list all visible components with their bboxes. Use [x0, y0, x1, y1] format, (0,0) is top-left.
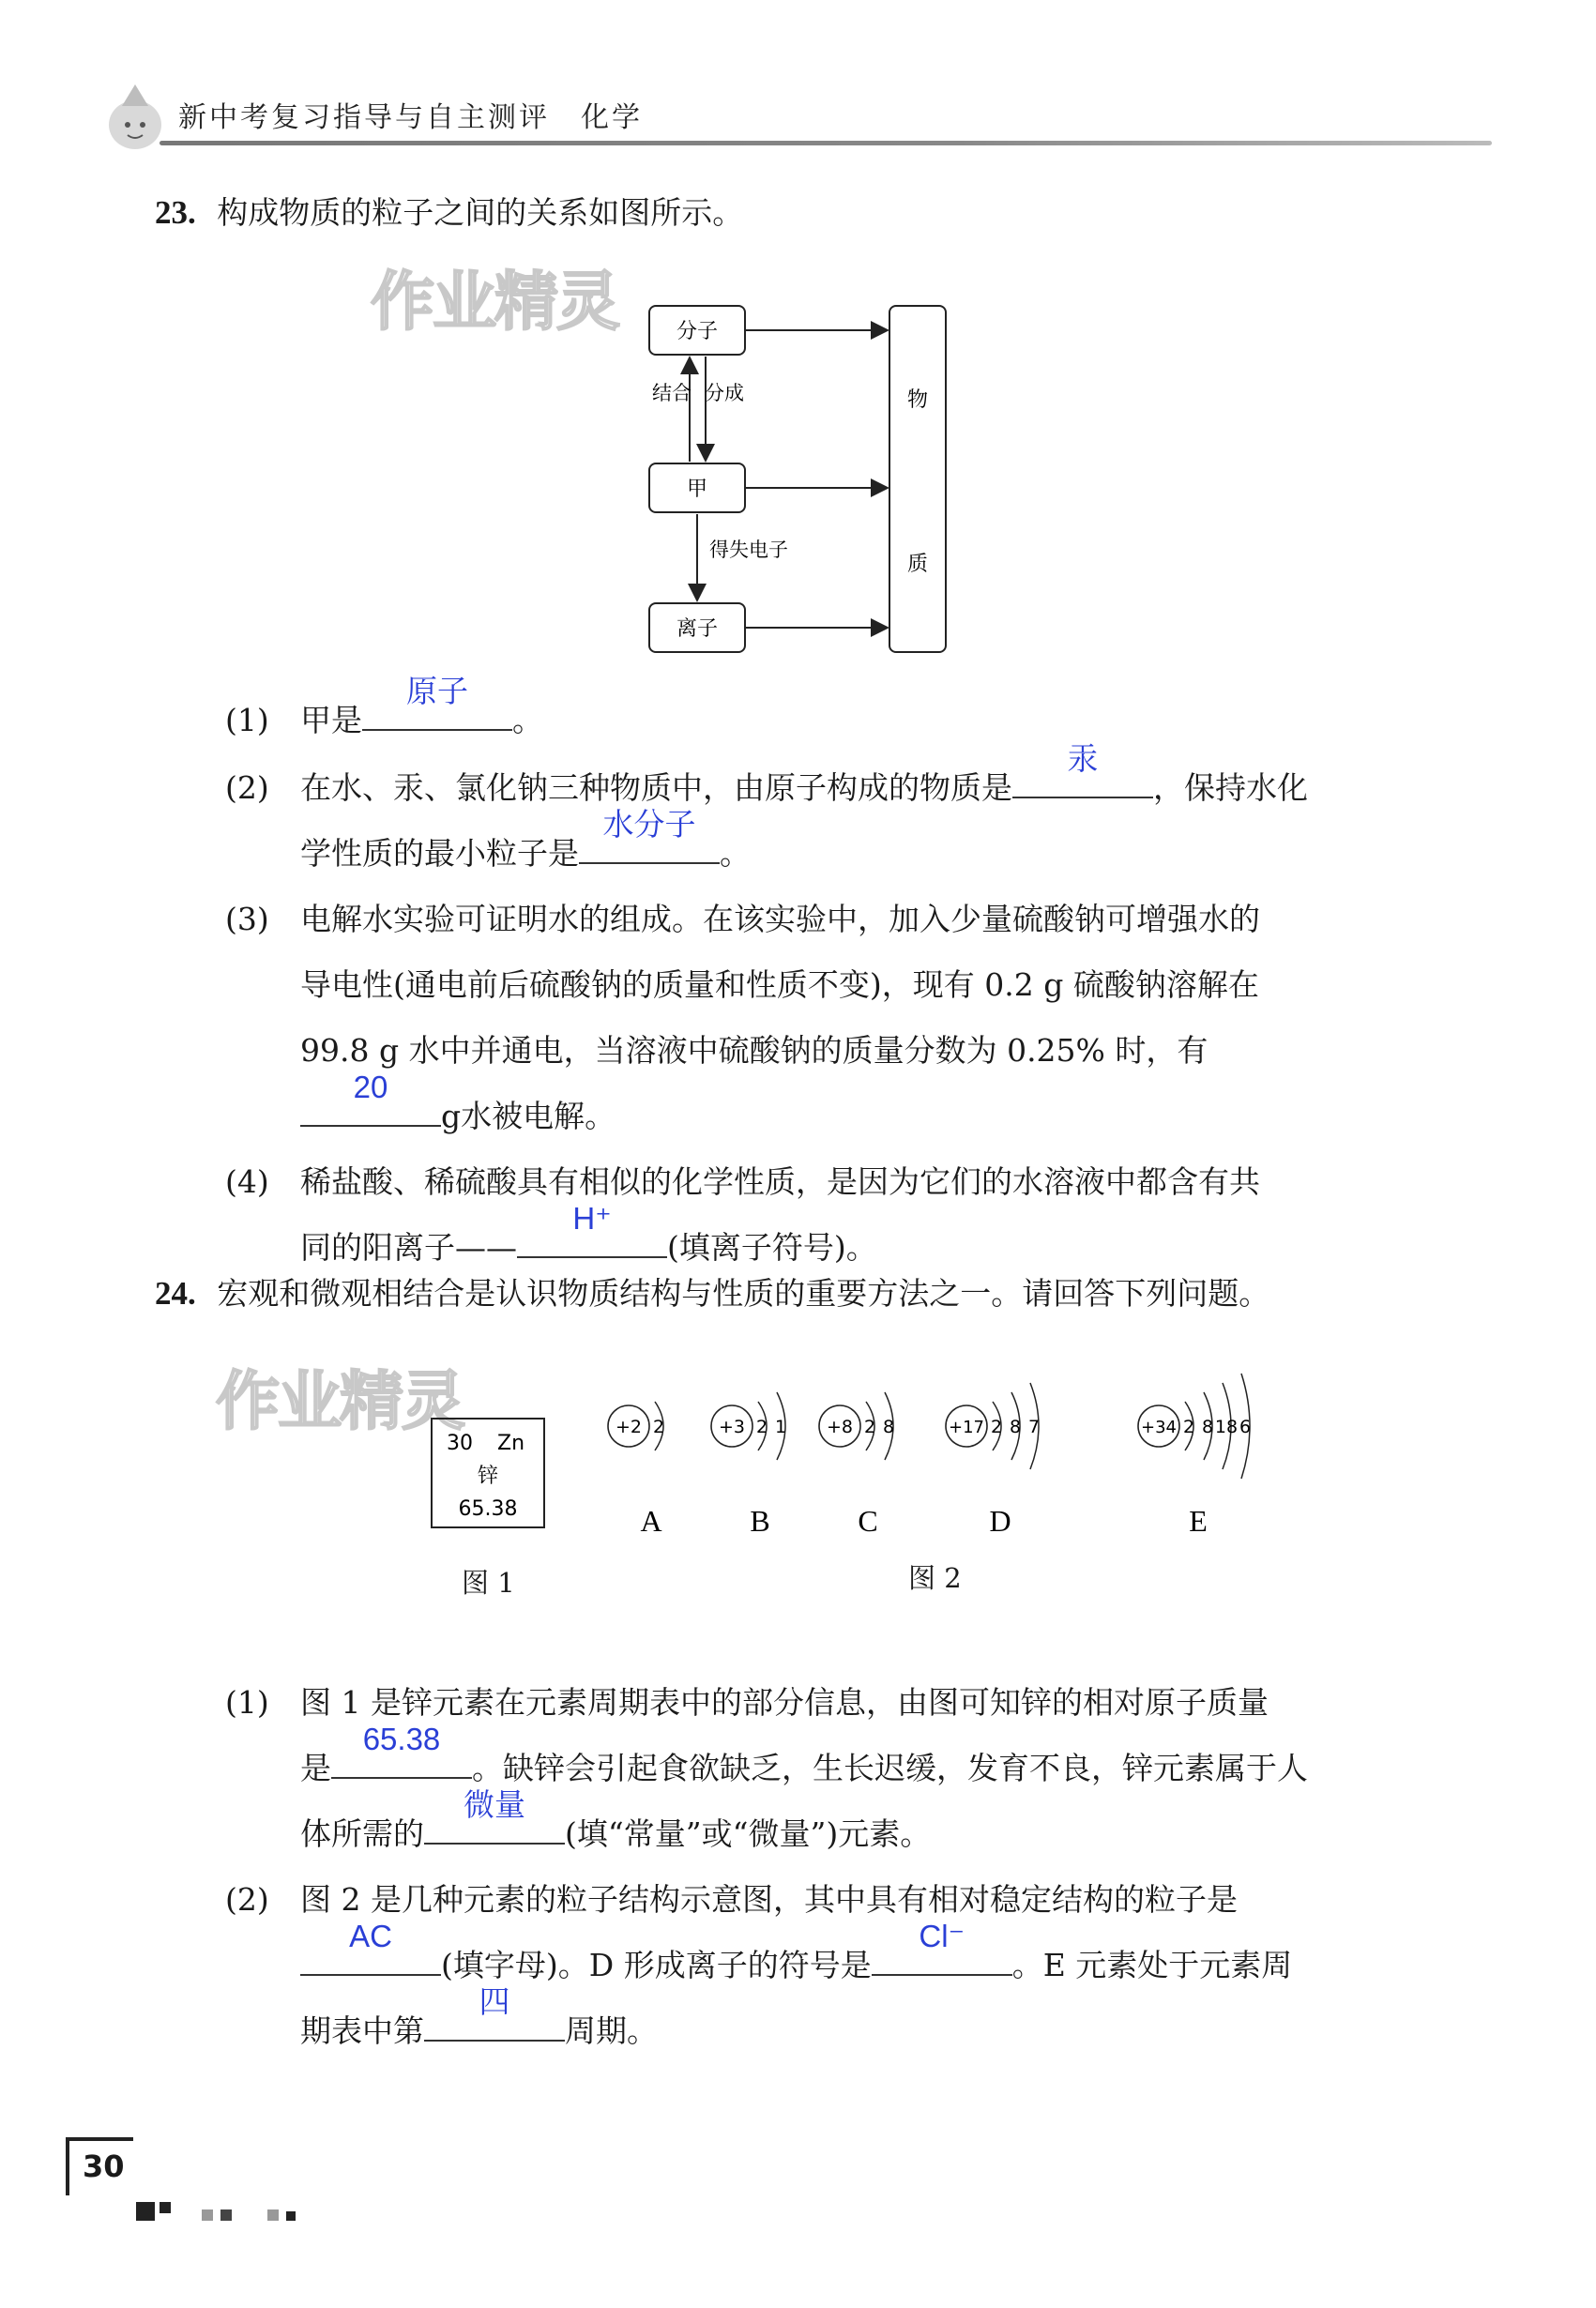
part-label: (3): [225, 901, 269, 937]
part-text: 稀盐酸、稀硫酸具有相似的化学性质，是因为它们的水溶液中都含有共: [300, 1163, 1260, 1200]
particle-e: [1138, 1374, 1251, 1538]
gain-lose-label: 得失电子: [709, 539, 788, 561]
particle-a: [608, 1402, 664, 1538]
answer-blank[interactable]: [300, 1919, 441, 1976]
particle-b: [711, 1392, 786, 1538]
part-text: ，保持水化: [1153, 769, 1308, 806]
answer-blank[interactable]: [872, 1919, 1012, 1976]
answer-blank[interactable]: [362, 674, 512, 731]
atomic-mass: 65.38: [458, 1497, 518, 1521]
question-23-stem: [155, 188, 743, 238]
part-label: (2): [225, 1881, 269, 1918]
part-text: 。: [720, 835, 751, 872]
particle-d: [946, 1383, 1040, 1538]
combine-label: 结合: [652, 382, 692, 404]
electron-count: 8: [1201, 1417, 1214, 1437]
part-text: 期表中第: [300, 2012, 424, 2049]
electron-count: 2: [652, 1417, 665, 1437]
answer-text: 原子: [406, 674, 468, 708]
part-text: (填“常量”或“微量”)元素。: [565, 1815, 932, 1852]
answer-blank[interactable]: [300, 1070, 441, 1127]
answer-text: 微量: [464, 1787, 525, 1822]
figure-1-caption: 图 1: [462, 1567, 515, 1599]
part-text: 。: [512, 702, 543, 738]
part-text: 是: [300, 1750, 331, 1786]
particle-letter: E: [1189, 1504, 1208, 1538]
q24-part1: [225, 1670, 1445, 1867]
page-number: 30: [83, 2149, 125, 2184]
part-label: (1): [225, 702, 269, 738]
part-label: (1): [225, 1684, 269, 1721]
atomic-number: 30: [447, 1432, 473, 1455]
q23-part4: [225, 1149, 1445, 1281]
header-title: 新中考复习指导与自主测评 化学: [178, 101, 643, 134]
element-symbol: Zn: [497, 1432, 525, 1455]
answer-blank[interactable]: [424, 1984, 565, 2042]
part-label: (2): [225, 769, 269, 806]
nucleus-charge: +17: [949, 1418, 984, 1437]
part-text: 甲是: [300, 702, 362, 738]
answer-text: 水分子: [602, 807, 696, 842]
part-text: (填离子符号)。: [667, 1229, 877, 1266]
part-text: g水被电解。: [441, 1098, 616, 1134]
jia-label: 甲: [686, 478, 708, 501]
q24-part2: [225, 1867, 1445, 2064]
figure-2-caption: 图 2: [908, 1562, 962, 1594]
electron-count: 2: [863, 1417, 876, 1437]
nucleus-charge: +2: [615, 1417, 643, 1437]
electron-count: 8: [1009, 1417, 1022, 1437]
electron-count: 2: [990, 1417, 1003, 1437]
header-rule: [160, 141, 1492, 145]
part-text: 图 1 是锌元素在元素周期表中的部分信息，由图可知锌的相对原子质量: [300, 1684, 1269, 1721]
answer-blank[interactable]: [517, 1201, 667, 1258]
q23-part2: [225, 741, 1445, 887]
matter-label-bottom: 质: [906, 553, 929, 576]
part-text: 体所需的: [300, 1815, 424, 1852]
nucleus-charge: +34: [1141, 1418, 1177, 1437]
answer-blank[interactable]: [1012, 741, 1153, 798]
answer-text: 四: [479, 1984, 510, 2019]
particle-structure-diagrams: [600, 1323, 1276, 1548]
split-label: 分成: [705, 382, 744, 404]
part-text: 电解水实验可证明水的组成。在该实验中，加入少量硫酸钠可增强水的: [300, 901, 1260, 937]
question-number: 23.: [155, 194, 196, 231]
matter-label-top: 物: [906, 388, 929, 412]
nucleus-charge: +3: [718, 1417, 746, 1437]
part-text: 在水、汞、氯化钠三种物质中，由原子构成的物质是: [300, 769, 1012, 806]
question-number: 24.: [155, 1275, 196, 1312]
part-text: (填字母)。D 形成离子的符号是: [441, 1947, 872, 1983]
zinc-element-cell: [430, 1417, 552, 1534]
particle-c: [819, 1392, 894, 1538]
particle-letter: A: [640, 1504, 662, 1538]
particle-relation-diagram: [638, 298, 957, 664]
answer-text: Cl⁻: [919, 1919, 965, 1953]
nucleus-charge: +8: [826, 1417, 854, 1437]
electron-count: 2: [1182, 1417, 1195, 1437]
answer-text: H⁺: [572, 1201, 612, 1236]
particle-letter: D: [989, 1504, 1011, 1538]
particle-letter: B: [750, 1504, 770, 1538]
q23-part3: [225, 887, 1445, 1149]
answer-blank[interactable]: [331, 1722, 472, 1779]
part-label: (4): [225, 1163, 269, 1200]
answer-text: AC: [349, 1919, 392, 1953]
element-name: 锌: [477, 1465, 499, 1488]
electron-count: 8: [882, 1417, 895, 1437]
part-text: 图 2 是几种元素的粒子结构示意图，其中具有相对稳定结构的粒子是: [300, 1881, 1238, 1918]
part-text: 导电性(通电前后硫酸钠的质量和性质不变)，现有 0.2 g 硫酸钠溶解在: [300, 966, 1259, 1003]
electron-count: 1: [774, 1417, 787, 1437]
part-text: 同的阳离子——: [300, 1229, 517, 1266]
answer-blank[interactable]: [579, 807, 720, 864]
part-text: 。缺锌会引起食欲缺乏，生长迟缓，发育不良，锌元素属于人: [472, 1750, 1308, 1786]
electron-count: 2: [755, 1417, 768, 1437]
answer-text: 65.38: [362, 1722, 441, 1756]
part-text: 学性质的最小粒子是: [300, 835, 579, 872]
electron-count: 7: [1027, 1417, 1041, 1437]
page-header: [103, 73, 1492, 158]
question-text: 宏观和微观相结合是认识物质结构与性质的重要方法之一。请回答下列问题。: [217, 1275, 1270, 1312]
q23-part1: [225, 674, 1445, 753]
watermark: 作业精灵: [371, 266, 619, 340]
part-text: 。E 元素处于元素周: [1011, 1947, 1293, 1983]
watermark: 作业精灵: [216, 1365, 464, 1439]
answer-text: 汞: [1067, 741, 1099, 776]
footer-squares-decoration: [131, 2200, 319, 2228]
question-text: 构成物质的粒子之间的关系如图所示。: [217, 194, 744, 231]
part-text: 周期。: [565, 2012, 658, 2049]
question-24-stem: [155, 1268, 1269, 1319]
part-text: 99.8 g 水中并通电，当溶液中硫酸钠的质量分数为 0.25% 时，有: [300, 1032, 1208, 1069]
answer-text: 20: [353, 1070, 388, 1104]
electron-count: 6: [1239, 1417, 1252, 1437]
matter-box: [889, 306, 946, 652]
molecule-label: 分子: [676, 320, 719, 343]
answer-blank[interactable]: [424, 1787, 565, 1845]
particle-letter: C: [858, 1504, 878, 1538]
electron-count: 18: [1214, 1417, 1239, 1437]
ion-label: 离子: [676, 617, 719, 641]
